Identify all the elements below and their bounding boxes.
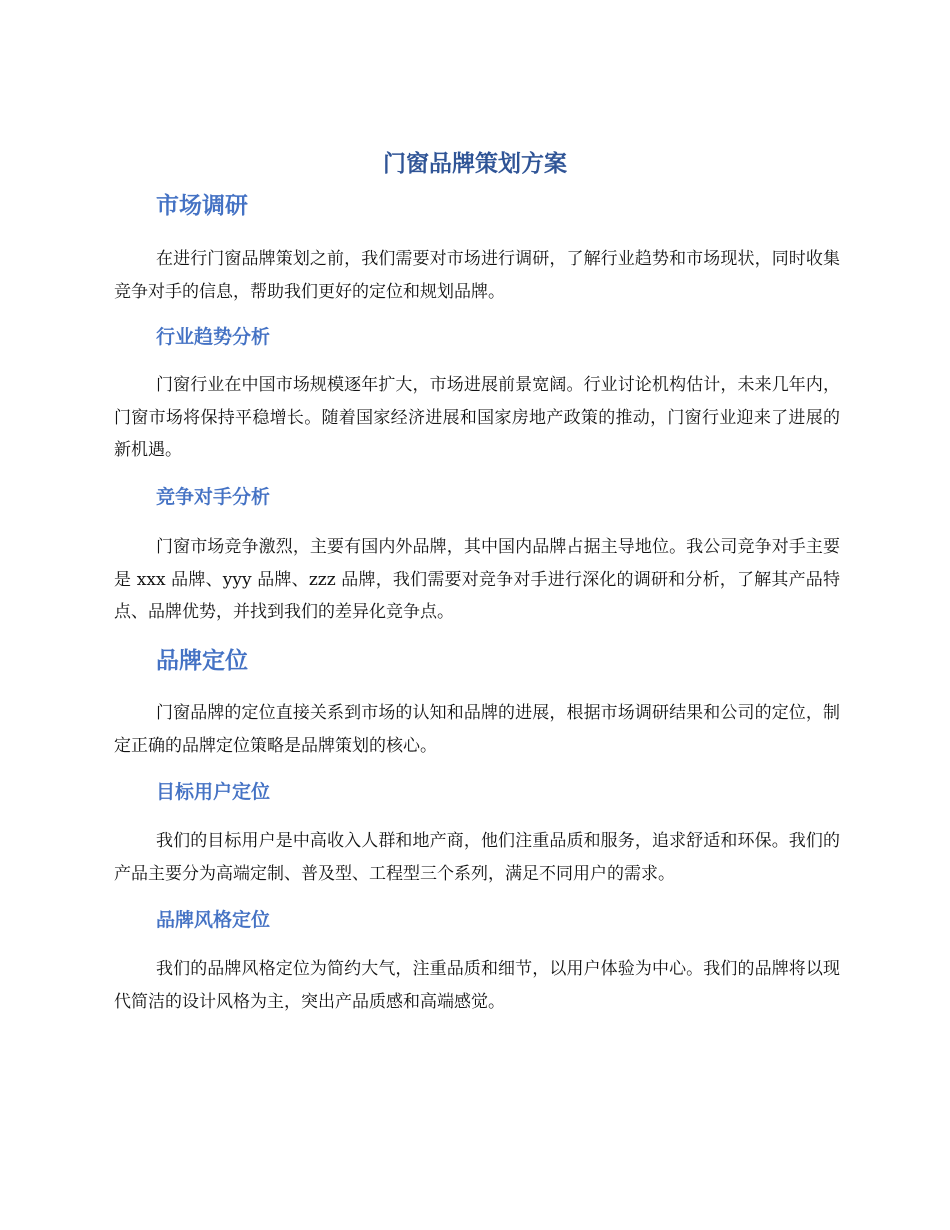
document-title: 门窗品牌策划方案 [383,151,567,177]
subsection-heading-industry-trends: 行业趋势分析 [156,326,271,348]
subsection-body-target-users: 我们的目标用户是中高收入人群和地产商，他们注重品质和服务，追求舒适和环保。我们的产品主要分为高端定制、普及型、工程型三个系列，满足不同用户的需求。 [114,831,840,884]
subsection-body-industry-trends: 门窗行业在中国市场规模逐年扩大，市场进展前景宽阔。行业讨论机构估计，未来几年内，门窗市场将保持平稳增长。随着国家经济进展和国家房地产政策的推动，门窗行业迎来了进展的新机遇。 [114,375,840,460]
subsection-body-competitor-analysis: 门窗市场竞争激烈，主要有国内外品牌，其中国内品牌占据主导地位。我公司竞争对手主要是 xxx 品牌、yyy 品牌、zzz 品牌，我们需要对竞争对手进行深化的调研和分析，了解其产品特点、品牌优势，并找到我们的差异化竞争点。 [114,537,840,622]
section-heading-brand-positioning: 品牌定位 [156,648,248,674]
subsection-heading-competitor-analysis: 竞争对手分析 [156,486,271,508]
section-heading-market-research: 市场调研 [156,193,248,219]
subsection-heading-target-users: 目标用户定位 [156,781,271,803]
section-intro-market-research: 在进行门窗品牌策划之前，我们需要对市场进行调研，了解行业趋势和市场现状，同时收集竞争对手的信息，帮助我们更好的定位和规划品牌。 [114,249,840,302]
section-intro-brand-positioning: 门窗品牌的定位直接关系到市场的认知和品牌的进展，根据市场调研结果和公司的定位，制定正确的品牌定位策略是品牌策划的核心。 [114,703,840,756]
subsection-heading-brand-style: 品牌风格定位 [156,909,271,931]
subsection-body-brand-style: 我们的品牌风格定位为简约大气，注重品质和细节，以用户体验为中心。我们的品牌将以现代简洁的设计风格为主，突出产品质感和高端感觉。 [114,959,840,1012]
